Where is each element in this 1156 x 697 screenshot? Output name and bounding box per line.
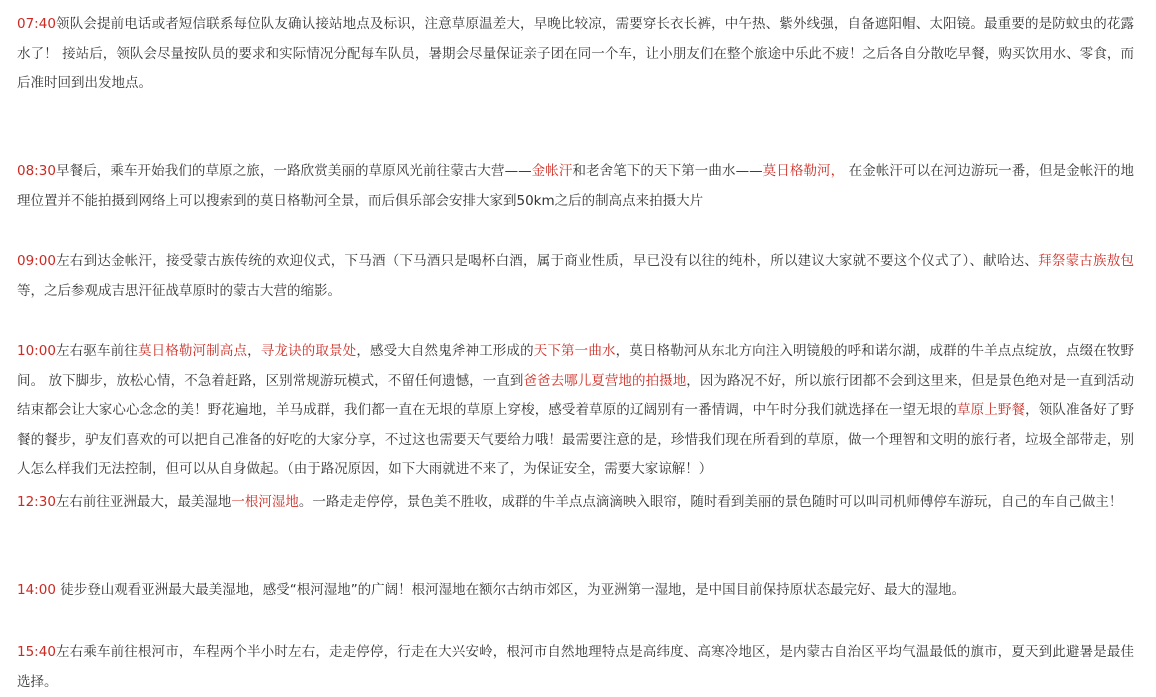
- highlighted-place-name: 拜祭蒙古族敖包: [1038, 253, 1135, 269]
- body-text: 左右前往亚洲最大，最美湿地: [55, 494, 232, 510]
- body-text: ，因为路况不好，所以旅行团都不会到这里来，但是景色绝对是一直到活动结束都会让大家心心念念的美！野花遍地，羊马成群，我们都一直在无垠的草原上穿梭，感受着草原的辽阔别有一番情调，中午时分我们就选择在一望无垠的: [17, 372, 1135, 418]
- body-text: 领队会提前电话或者短信联系每位队友确认接站地点及标识，注意草原温差大，早晚比较凉，需要穿长衣长裤，中午热、紫外线强，自备遮阳帽、太阳镜。最重要的是防蚊虫的花露水了！ 接站后，领队会尽量按队员的要求和实际情况分配每车队员，暑期会尽量保证亲子团在同一个车，让小朋友们在整个旅途中乐此不疲！之后各自分散吃早餐，购买饮用水、零食，而后准时回到出发地点。: [17, 16, 1134, 91]
- highlighted-place-name: 爸爸去哪儿夏营地的拍摄地: [523, 372, 687, 389]
- body-text: 左右驱车前往: [55, 343, 138, 359]
- time-stamp: 15:40: [17, 644, 56, 660]
- body-text: 等，之后参观成吉思汗征战草原时的蒙古大营的缩影。: [17, 282, 341, 299]
- time-stamp: 07:40: [17, 16, 56, 32]
- body-text: 徒步登山观看亚洲最大最美湿地，感受“根河湿地”的广阔！根河湿地在额尔古纳市郊区，为亚洲第一湿地，是中国目前保持原状态最完好、最大的湿地。: [55, 582, 966, 598]
- highlighted-place-name: 莫日格勒河，: [762, 163, 845, 179]
- itinerary-paragraph-1230: [17, 488, 1134, 518]
- time-stamp: 08:30: [17, 163, 56, 179]
- body-text: 和老舍笔下的天下第一曲水——: [572, 163, 763, 179]
- highlighted-place-name: 金帐汗: [531, 163, 573, 179]
- highlighted-place-name: 天下第一曲水: [533, 343, 616, 359]
- highlighted-place-name: 莫日格勒河制高点: [137, 343, 248, 359]
- body-text: ，感受大自然鬼斧神工形成的: [356, 343, 534, 359]
- body-text: ，领队准备好了野餐的餐步，驴友们喜欢的可以把自己准备的好吃的大家分享，不过这也需要天气要给力哦！最需要注意的是，珍惜我们现在所看到的草原，做一个理智和文明的旅行者，垃圾全部带走，别人怎么样我们无法控制，但可以从自身做起。（由于路况原因，如下大雨就进不来了，为保证安全，需要大家谅解！）: [17, 402, 1135, 477]
- body-text: 左右到达金帐汗，接受蒙古族传统的欢迎仪式，下马酒（下马酒只是喝杯白酒，属于商业性质，早已没有以往的纯朴，所以建议大家就不要这个仪式了）、献哈达、: [55, 253, 1039, 269]
- body-text: ，: [247, 343, 261, 359]
- time-stamp: 12:30: [17, 494, 56, 510]
- highlighted-place-name: 一根河湿地: [231, 494, 299, 510]
- time-stamp: 14:00: [17, 582, 56, 598]
- itinerary-paragraph-1540: [17, 638, 1134, 697]
- itinerary-paragraph-1000: [17, 337, 1134, 485]
- body-text: 。一路走走停停，景色美不胜收，成群的牛羊点点滴滴映入眼帘，随时看到美丽的景色随时可以叫司机师傅停车游玩，自己的车自己做主！: [298, 494, 1123, 510]
- body-text: 在金帐汗可以在河边游玩一番，但是金帐汗的地理位置并不能拍摄到网络上可以搜索到的莫日格勒河全景，而后俱乐部会安排大家到50km之后的制高点来拍摄大片: [17, 163, 1135, 209]
- body-text: 左右乘车前往根河市，车程两个半小时左右，走走停停，行走在大兴安岭，根河市自然地理特点是高纬度、高寒冷地区，是内蒙古自治区平均气温最低的旗市，夏天到此避暑是最佳选择。: [17, 644, 1134, 690]
- body-text: ，莫日格勒河从东北方向注入明镜般的呼和诺尔湖，成群的牛羊点点绽放，点缀在牧野间。 放下脚步，放松心情，不急着赶路，区别常规游玩模式，不留任何遗憾，一直到: [17, 343, 1135, 389]
- itinerary-paragraph-0900: [17, 247, 1134, 306]
- itinerary-paragraph-0830: [17, 157, 1134, 216]
- highlighted-place-name: 寻龙诀的取景处: [260, 343, 357, 359]
- time-stamp: 09:00: [17, 253, 56, 269]
- body-text: 早餐后，乘车开始我们的草原之旅，一路欣赏美丽的草原风光前往蒙古大营——: [55, 163, 532, 179]
- itinerary-paragraph-0740: [17, 10, 1134, 99]
- time-stamp: 10:00: [17, 343, 56, 359]
- itinerary-paragraph-1400: [17, 576, 1134, 606]
- highlighted-place-name: 草原上野餐: [957, 402, 1026, 418]
